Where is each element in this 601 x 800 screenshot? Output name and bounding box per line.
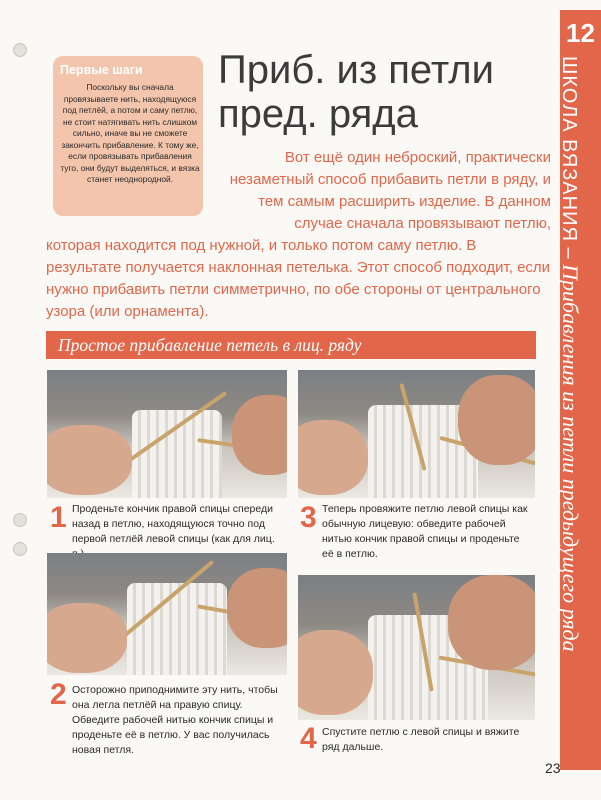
page-number: 23 <box>545 760 561 776</box>
step-4-number: 4 <box>300 722 317 755</box>
page-title-line2: пред. ряда <box>218 92 418 136</box>
step-3-text: Теперь провяжите петлю левой спицы как обычную лицевую: обведите рабочей нитью кончик правой спицы и проденьте её в петлю. <box>322 503 528 560</box>
page-title-line1: Приб. из петли <box>218 48 494 92</box>
intro-text <box>46 147 551 323</box>
tip-text: Поскольку вы сначала провязываете нить, находящуюся под петлёй, а потом и саму петлю, не стоит натягивать нить слишком сильно, иначе вы не сможете закончить прибавление. К тому же, если провязывать прибавления туго, они будут выделяться, и вязка станет неоднородной. <box>60 82 200 184</box>
binder-hole <box>13 542 27 556</box>
tip-title: Первые шаги <box>60 63 143 77</box>
binder-hole <box>13 513 27 527</box>
section-name: ШКОЛА ВЯЗАНИЯ <box>558 56 580 242</box>
intro-line1: Вот ещё один неброский, практически незаметный способ прибавить петли в ряду, и тем самым расширить изделие. В данном случае сначала провязывают петлю, <box>229 149 551 232</box>
step-4-text: Спустите петлю с левой спицы и вяжите ряд дальше. <box>322 726 520 753</box>
step-1-number: 1 <box>50 501 67 534</box>
page-title <box>218 48 558 136</box>
step-1-text: Проденьте кончик правой спицы спереди назад в петлю, находящуюся точно под первой петлёй левой спицы (как для лиц. <box>72 503 275 545</box>
step-2-text: Осторожно приподнимите эту нить, чтобы она легла петлёй на правую спицу. Обведите рабочей нитью кончик спицы и проденьте её в петлю. У вас получилась новая петля. <box>72 684 278 756</box>
side-separator: – <box>558 241 580 265</box>
section-topic: Прибавления из петли предыдущего ряда <box>558 264 583 652</box>
step-3-photo <box>298 370 535 498</box>
step-3-number: 3 <box>300 501 317 534</box>
step-1-photo <box>47 370 287 498</box>
intro-line2: которая находится под нужной, и только потом саму петлю. В результате получается наклонная петелька. Этот способ подходит, если нужно прибавить петли симметрично, по обе стороны от центрального узора (или орнамента). <box>46 237 551 320</box>
section-banner-text: Простое прибавление петель в лиц. ряду <box>58 335 362 355</box>
step-2-photo <box>47 553 287 675</box>
step-4-photo <box>298 575 535 720</box>
step-2-number: 2 <box>50 678 67 711</box>
side-title <box>558 56 581 652</box>
issue-number: 12 <box>566 18 595 48</box>
binder-hole <box>13 43 27 57</box>
